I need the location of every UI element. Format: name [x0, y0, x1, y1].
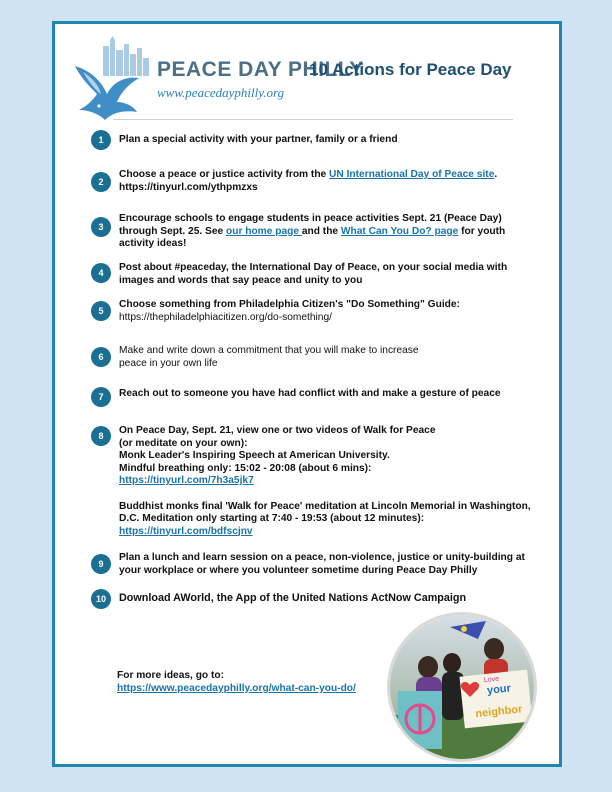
- number-badge: 1: [91, 130, 111, 150]
- sign-text: your: [486, 682, 512, 697]
- action-text: [119, 169, 544, 194]
- action-text: Download AWorld, the App of the United Nations ActNow Campaign: [119, 592, 467, 604]
- action-text: Reach out to someone you have had conflict with and make a gesture of peace: [119, 388, 501, 399]
- more-ideas-label: For more ideas, go to:: [117, 670, 224, 681]
- home-page-link[interactable]: our home page: [226, 225, 302, 237]
- action-text-line: On Peace Day, Sept. 21, view one or two videos of Walk for Peace: [119, 425, 436, 436]
- action-text: [119, 299, 544, 324]
- community-photo-illustration: [390, 615, 534, 759]
- dove-skyline-icon: [69, 36, 159, 128]
- more-ideas-link[interactable]: https://www.peacedayphilly.org/what-can-you-do/: [117, 683, 356, 694]
- tinyurl-text: https://tinyurl.com/ythpmzxs: [119, 181, 258, 193]
- action-text-part: for youth activity ideas!: [119, 225, 506, 249]
- un-peace-day-link[interactable]: UN International Day of Peace site: [329, 169, 495, 180]
- action-text: Post about #peaceday, the International Day of Peace, on your social media with images and words that say peace and unity to you: [119, 262, 508, 286]
- brand-url: www.peacedayphilly.org: [157, 85, 285, 100]
- action-text-part: and the: [301, 225, 341, 237]
- header-divider: [113, 119, 513, 120]
- action-text: Plan a lunch and learn session on a peace, non-violence, justice or unity-building at your workplace or where you volunteer sometime during Peace Day Philly: [119, 552, 525, 576]
- number-badge: 10: [91, 589, 111, 609]
- number-badge: 7: [91, 387, 111, 407]
- action-text-line: peace in your own life: [119, 357, 218, 369]
- community-photo: [387, 612, 537, 762]
- action-text-part: Encourage schools to engage students in peace activities Sept. 21 (Peace Day) through Sept. 25. See: [119, 213, 502, 237]
- number-badge: 5: [91, 301, 111, 321]
- action-text-part: .: [494, 169, 498, 180]
- action-text: [119, 213, 519, 251]
- action-text: Plan a special activity with your partner, family or a friend: [119, 134, 398, 145]
- peace-day-philly-logo: [69, 36, 364, 128]
- action-text-line: Monk Leader's Inspiring Speech at American University.: [119, 450, 390, 461]
- speech-video-link[interactable]: https://tinyurl.com/7h3a5jk7: [119, 475, 254, 486]
- what-can-you-do-link[interactable]: What Can You Do? page: [340, 225, 459, 237]
- action-text: [119, 425, 544, 538]
- number-badge: 3: [91, 217, 111, 237]
- action-text-line: Make and write down a commitment that you will make to increase: [119, 345, 419, 356]
- page-title: 10 Actions for Peace Day: [309, 60, 512, 79]
- action-text-line: Buddhist monks final 'Walk for Peace' meditation at Lincoln Memorial in Washington, D.C. Meditation only starting at 7:40 - 19:53 (about 12 minutes):: [119, 500, 531, 524]
- action-text: [119, 345, 544, 370]
- action-text-part: Choose a peace or justice activity from the: [119, 169, 330, 180]
- action-text-line: (or meditate on your own):: [119, 437, 248, 449]
- sign-text: neighbor: [474, 703, 523, 721]
- number-badge: 2: [91, 172, 111, 192]
- action-text-line: Mindful breathing only: 15:02 - 20:08 (about 6 mins):: [119, 462, 372, 474]
- brand-name: PEACE DAY PHILLY: [157, 58, 364, 81]
- citizen-url-text: https://thephiladelphiacitizen.org/do-something/: [119, 311, 332, 323]
- number-badge: 9: [91, 554, 111, 574]
- flyer-page: [52, 21, 562, 767]
- action-text-line: Choose something from Philadelphia Citizen's "Do Something" Guide:: [119, 299, 460, 310]
- number-badge: 4: [91, 263, 111, 283]
- meditation-video-link[interactable]: https://tinyurl.com/bdfscjnv: [119, 525, 253, 537]
- sign-text: Love: [483, 675, 500, 685]
- number-badge: 8: [91, 426, 111, 446]
- more-ideas: [117, 669, 356, 695]
- number-badge: 6: [91, 347, 111, 367]
